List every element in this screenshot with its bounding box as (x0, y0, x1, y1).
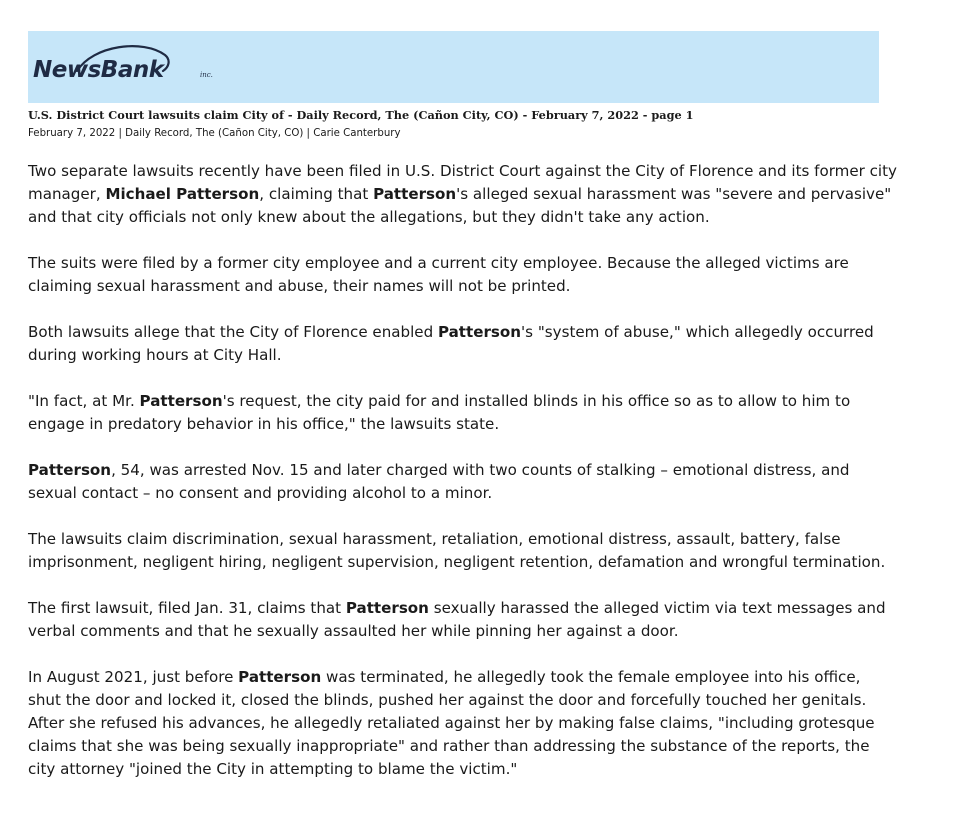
paragraph-text: , claiming that (259, 185, 374, 203)
paragraph-text: The suits were filed by a former city employee and a current city employee. Because the alleged victims are claiming sexual harassment and abuse, their names will not be printed. (28, 254, 849, 295)
paragraph-text: "In fact, at Mr. (28, 392, 140, 410)
newsbank-logo[interactable] (33, 41, 233, 87)
article-body (28, 160, 898, 804)
logo-wordmark: NewsBank (33, 57, 164, 83)
paragraph-text: Both lawsuits allege that the City of Florence enabled (28, 323, 438, 341)
article-paragraph (28, 390, 898, 436)
article-paragraph (28, 321, 898, 367)
article-headline: U.S. District Court lawsuits claim City of - Daily Record, The (Cañon City, CO) - February 7, 2022 - page 1 (28, 108, 694, 122)
article-paragraph (28, 597, 898, 643)
paragraph-text: 's request, the city paid for and installed blinds in his office so as to allow to him to engage in predatory behavior in his office," the lawsuits state. (28, 392, 851, 433)
highlighted-term: Michael Patterson (105, 185, 260, 203)
paragraph-text: The first lawsuit, filed Jan. 31, claims that (28, 599, 346, 617)
article-paragraph (28, 528, 898, 574)
highlighted-term: Patterson (437, 323, 522, 341)
article-paragraph (28, 666, 898, 781)
highlighted-term: Patterson (139, 392, 223, 410)
paragraph-text: Two separate lawsuits recently have been filed in U.S. District Court against the City of Florence and its former city manager, (28, 162, 897, 203)
paragraph-text: The lawsuits claim discrimination, sexual harassment, retaliation, emotional distress, assault, battery, false imprisonment, negligent hiring, negligent supervision, negligent retention, defamation and wrongful termination. (28, 530, 886, 571)
highlighted-term: Patterson (373, 185, 457, 203)
highlighted-term: Patterson (28, 461, 112, 479)
paragraph-text: , 54, was arrested Nov. 15 and later charged with two counts of stalking – emotional distress, and sexual contact – no consent and providing alcohol to a minor. (28, 461, 850, 502)
paragraph-text: 's "system of abuse," which allegedly occurred during working hours at City Hall. (28, 323, 874, 364)
paragraph-text: In August 2021, just before (28, 668, 239, 686)
logo-suffix: inc. (200, 71, 213, 79)
paragraph-text: 's alleged sexual harassment was "severe and pervasive" and that city officials not only knew about the allegations, but they didn't take any action. (28, 185, 892, 226)
article-meta: February 7, 2022 | Daily Record, The (Cañon City, CO) | Carie Canterbury (28, 128, 401, 139)
paragraph-text: was terminated, he allegedly took the female employee into his office, shut the door and locked it, closed the blinds, pushed her against the door and forcefully touched her genitals. After she refused his advances, he allegedly retaliated against her by making false claims, "including grotesque claims that she was being sexually inappropriate" and rather than addressing the substance of the reports, the city attorney "joined the City in attempting to blame the victim." (28, 668, 875, 778)
highlighted-term: Patterson (345, 599, 429, 617)
article-paragraph (28, 459, 898, 505)
paragraph-text: sexually harassed the alleged victim via text messages and verbal comments and that he sexually assaulted her while pinning her against a door. (28, 599, 886, 640)
highlighted-term: Patterson (238, 668, 322, 686)
article-paragraph (28, 160, 898, 229)
header-banner (28, 31, 879, 103)
article-paragraph (28, 252, 898, 298)
